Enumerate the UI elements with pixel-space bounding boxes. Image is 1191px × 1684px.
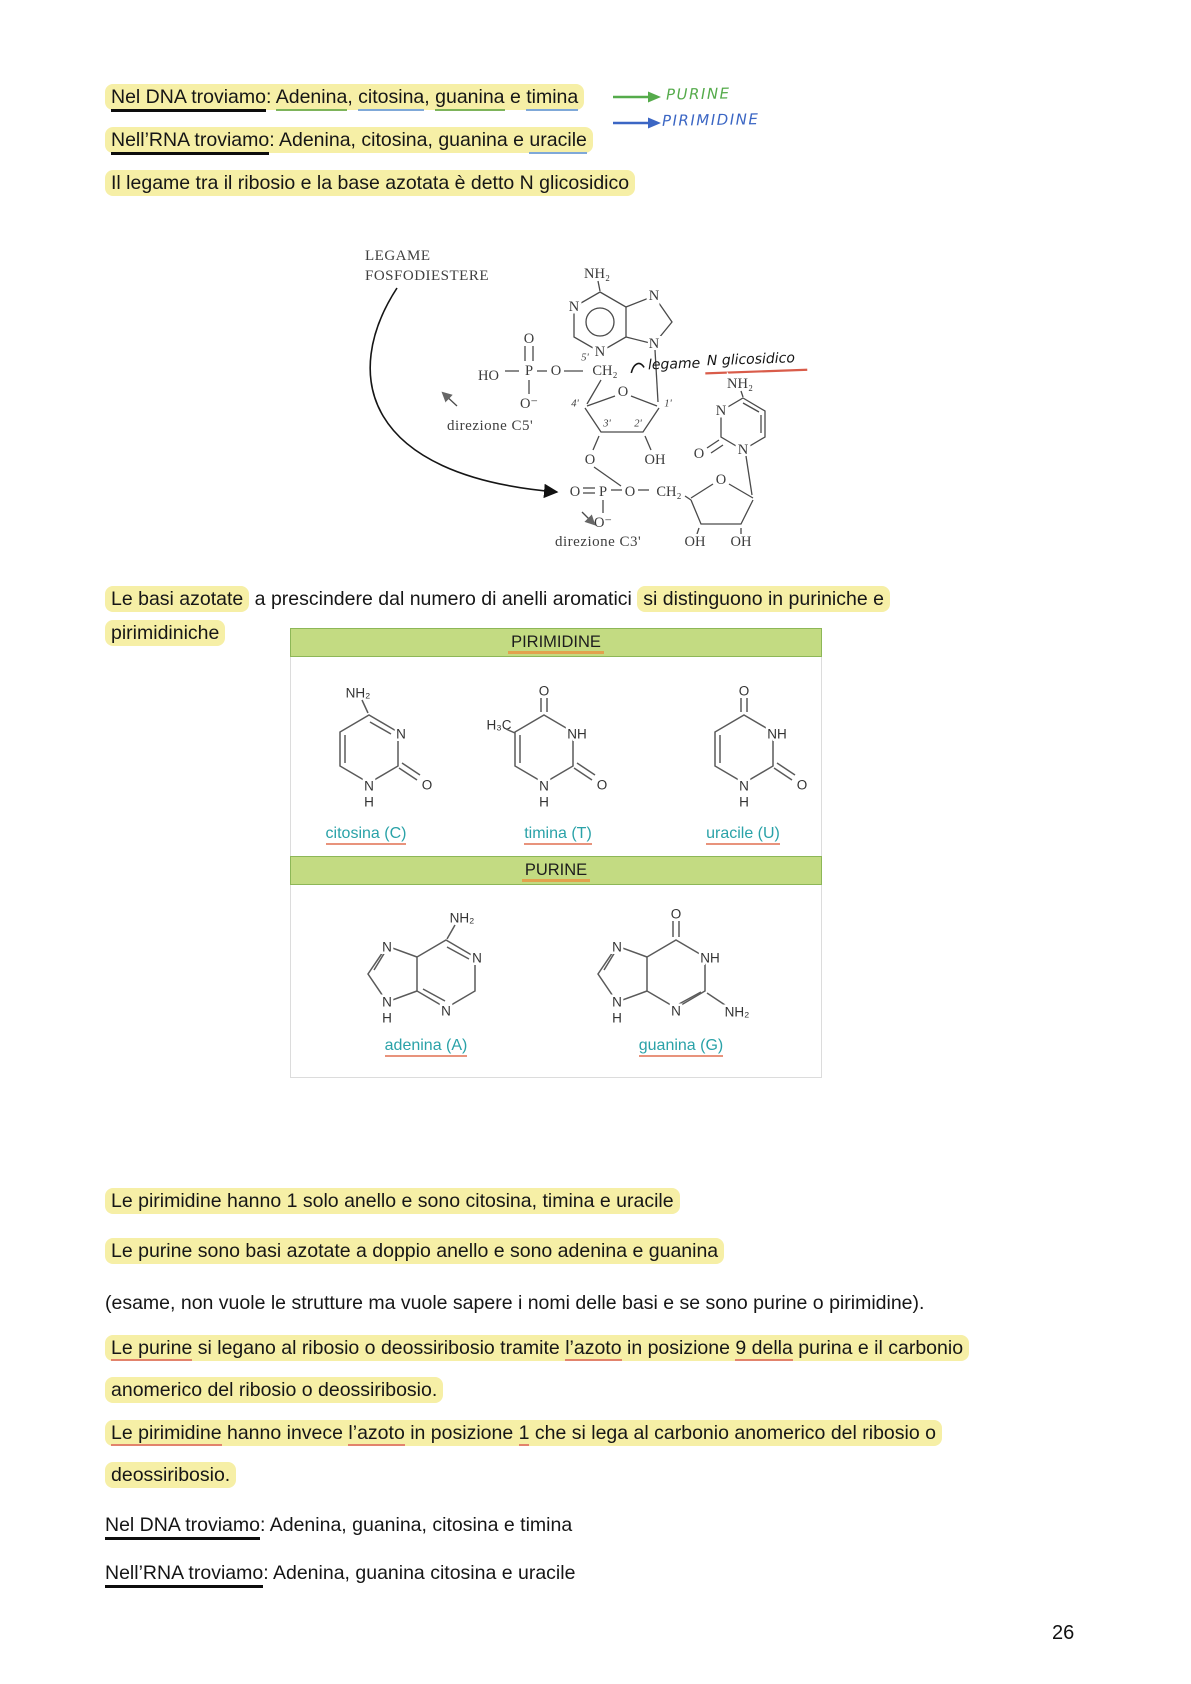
timina-structure: [466, 667, 616, 822]
atom-label: N: [715, 403, 727, 419]
rna-bases-line: [105, 127, 593, 154]
p7-lead: Nell’RNA troviamo: [105, 1562, 263, 1588]
glicosidico-text: Il legame tra il ribosio e la base azotata è detto N glicosidico: [105, 170, 635, 196]
adenine-structure: [569, 266, 672, 402]
hand-glicosidico: N glicosidico: [706, 350, 796, 370]
p5-underlined-2: l’azoto: [348, 1422, 405, 1444]
atom-label: P: [524, 363, 534, 379]
atom-label: NH₂: [345, 685, 371, 701]
timina-label: timina (T): [524, 825, 592, 845]
adenina-label: adenina (A): [385, 1037, 468, 1057]
phosphodiester-diagram: [335, 234, 835, 584]
p4-text-2: in posizione: [621, 1337, 736, 1359]
p2-text: Le purine sono basi azotate a doppio anello e sono adenina e guanina: [105, 1238, 724, 1264]
atom-label: H₃C: [486, 717, 512, 733]
pirimidine-header-bar: [290, 628, 822, 657]
guanina-caption: [606, 1037, 756, 1055]
atom-label: NH₂: [724, 1004, 750, 1020]
purine-binding-line1: [105, 1335, 969, 1362]
glicosidico-line: [105, 170, 635, 197]
atom-label: N: [737, 442, 749, 458]
hand-legame: legame: [647, 355, 701, 374]
p4-underlined-3: 9 della: [735, 1337, 793, 1359]
atom-label: O: [596, 777, 608, 793]
atom-label: O: [670, 906, 682, 922]
p5-underlined-1: Le pirimidine: [111, 1422, 222, 1444]
lower-ribose: [685, 472, 753, 550]
atom-label: O⁻: [593, 515, 613, 531]
atom-label: N: [594, 344, 606, 360]
word-adenina: Adenina: [276, 86, 348, 111]
atom-label: OH: [644, 452, 666, 468]
atom-label: N: [382, 994, 392, 1010]
atom-label: OH: [684, 534, 706, 550]
atom-label: N: [568, 299, 580, 315]
colon: :: [265, 86, 276, 108]
bases-figure: [290, 628, 822, 1078]
p6-rest: : Adenina, guanina, citosina e timina: [259, 1514, 573, 1536]
atom-label: CH₂: [592, 363, 618, 379]
timina-caption: [483, 825, 633, 843]
atom-label: N: [739, 778, 749, 794]
four-prime-label: 4': [571, 398, 579, 410]
atom-label: NH: [767, 726, 787, 742]
basi-hl-3: pirimidiniche: [105, 620, 225, 646]
sep: ,: [347, 86, 359, 108]
dna-bases-line: [105, 84, 584, 111]
atom-label: N: [671, 1003, 681, 1019]
atom-label: H: [364, 794, 374, 810]
lower-phosphate: [570, 467, 682, 531]
atom-label: N: [364, 778, 374, 794]
atom-label: NH₂: [727, 376, 753, 392]
direzione-c3-arrow: [582, 512, 594, 524]
atom-label: P: [598, 484, 608, 500]
uracile-label: uracile (U): [706, 825, 780, 845]
sep: ,: [424, 86, 436, 108]
atom-label: NH: [567, 726, 587, 742]
p4-text-1: si legano al ribosio o deossiribosio tramite: [192, 1337, 566, 1359]
legame-label: LEGAME: [365, 248, 431, 264]
atom-label: N: [382, 939, 392, 955]
atom-label: CH₂: [656, 484, 682, 500]
esame-note-line: [105, 1290, 924, 1317]
p4-underlined-1: Le purine: [111, 1337, 193, 1359]
direzione-c3-label: direzione C3': [555, 534, 642, 550]
word-citosina: citosina: [358, 86, 424, 111]
atom-label: NH: [700, 950, 720, 966]
blue-arrow-icon: [612, 116, 662, 130]
citosina-structure: [306, 667, 446, 822]
handwritten-pirimidine-note: PIRIMIDINE: [661, 110, 760, 130]
atom-label: O⁻: [519, 396, 539, 412]
atom-label: O: [569, 484, 581, 500]
rna-lead: Nell’RNA troviamo: [111, 129, 269, 155]
atom-label: N: [539, 778, 549, 794]
word-guanina: guanina: [435, 86, 504, 111]
rna-bases: Adenina, citosina, guanina e: [278, 129, 530, 151]
atom-label: O: [738, 683, 750, 699]
p4-line2: anomerico del ribosio o deossiribosio.: [105, 1377, 443, 1403]
atom-label: O: [538, 683, 550, 699]
p7-rest: : Adenina, guanina citosina e uracile: [263, 1562, 576, 1584]
word-timina: timina: [526, 86, 578, 111]
atom-label: N: [612, 994, 622, 1010]
page-number: 26: [1052, 1622, 1075, 1644]
uracile-structure: [681, 667, 816, 822]
p1-text: Le pirimidine hanno 1 solo anello e sono citosina, timina e uracile: [105, 1188, 680, 1214]
five-prime-label: 5': [581, 352, 589, 364]
atom-label: N: [648, 288, 660, 304]
purine-binding-line2: [105, 1377, 443, 1404]
pirimidine-summary-line: [105, 1188, 680, 1215]
cytosine-structure: [694, 376, 765, 495]
atom-label: H: [382, 1010, 392, 1026]
atom-label: NH₂: [584, 266, 610, 282]
p5-text-2: in posizione: [404, 1422, 519, 1444]
atom-label: N: [396, 726, 406, 742]
atom-label: O: [715, 472, 727, 488]
pirimidine-header: PIRIMIDINE: [508, 633, 604, 654]
green-arrow-icon: [612, 90, 662, 104]
dna-lead: Nel DNA troviamo: [111, 86, 266, 112]
basi-hl-1: Le basi azotate: [105, 586, 249, 612]
purine-summary-line: [105, 1238, 724, 1265]
atom-label: O: [693, 446, 705, 462]
citosina-label: citosina (C): [326, 825, 407, 845]
basi-hl-2: si distinguono in puriniche e: [637, 586, 890, 612]
guanina-structure: [571, 894, 761, 1054]
atom-label: N: [612, 939, 622, 955]
atom-label: O: [523, 331, 535, 347]
word-uracile: uracile: [529, 129, 586, 154]
p4-text-3: purina e il carbonio: [792, 1337, 964, 1359]
atom-label: N: [648, 336, 660, 352]
p5-underlined-3: 1: [518, 1422, 530, 1444]
pirimidine-binding-line1: [105, 1420, 942, 1447]
atom-label: O: [550, 363, 562, 379]
purine-header: PURINE: [522, 861, 590, 882]
atom-label: N: [441, 1003, 451, 1019]
direzione-c5-label: direzione C5': [447, 418, 534, 434]
guanina-label: guanina (G): [639, 1037, 724, 1057]
p6-lead: Nel DNA troviamo: [105, 1514, 260, 1540]
atom-label: O: [796, 777, 808, 793]
sep: e: [504, 86, 527, 108]
p4-underlined-2: l’azoto: [565, 1337, 622, 1359]
atom-label: O: [421, 777, 433, 793]
handwritten-purine-note: PURINE: [665, 84, 731, 104]
atom-label: OH: [730, 534, 752, 550]
dna-bases-line-bottom: [105, 1512, 572, 1539]
basi-azotate-line2: [105, 620, 225, 647]
basi-plain: a prescindere dal numero di anelli aromatici: [249, 588, 638, 610]
adenina-structure: [341, 894, 516, 1054]
atom-label: O: [624, 484, 636, 500]
pirimidine-binding-line2: [105, 1462, 236, 1489]
uracile-caption: [668, 825, 818, 843]
atom-label: H: [612, 1010, 622, 1026]
p5-text-1: hanno invece: [221, 1422, 349, 1444]
atom-label: H: [739, 794, 749, 810]
p3-text: (esame, non vuole le strutture ma vuole sapere i nomi delle basi e se sono purine o pirimidine).: [105, 1292, 925, 1314]
fosfodiestere-label: FOSFODIESTERE: [365, 268, 490, 284]
handwritten-n-glicosidico: [631, 350, 808, 376]
citosina-caption: [291, 825, 441, 843]
atom-label: NH₂: [449, 910, 475, 926]
two-prime-label: 2': [634, 418, 642, 430]
atom-label: N: [472, 950, 482, 966]
basi-azotate-line1: [105, 586, 890, 613]
rna-bases-line-bottom: [105, 1560, 575, 1587]
atom-label: O: [584, 452, 596, 468]
purine-header-bar: [290, 856, 822, 885]
p5-line2: deossiribosio.: [105, 1462, 236, 1488]
three-prime-label: 3': [603, 418, 611, 430]
atom-label: HO: [478, 368, 499, 384]
p5-text-3: che si lega al carbonio anomerico del ribosio o: [529, 1422, 936, 1444]
adenina-caption: [351, 1037, 501, 1055]
direzione-c5-arrow: [443, 393, 457, 406]
one-prime-label: 1': [664, 398, 672, 410]
colon: :: [269, 129, 279, 151]
atom-label: H: [539, 794, 549, 810]
atom-label: O: [617, 384, 629, 400]
